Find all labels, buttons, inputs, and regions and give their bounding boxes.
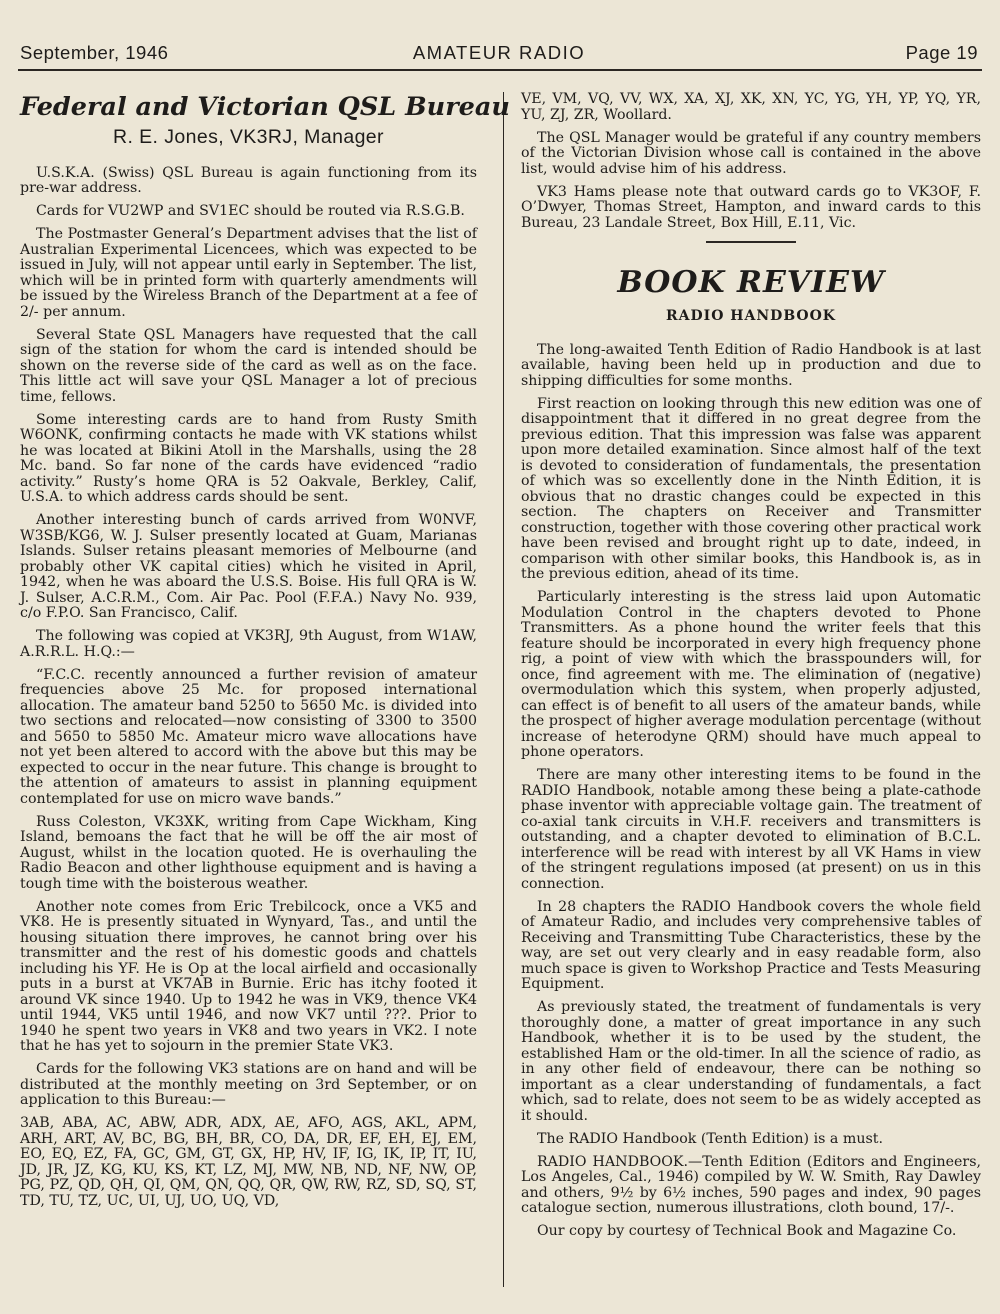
call-sign-list: 3AB, ABA, AC, ABW, ADR, ADX, AE, AFO, AGS, AKL, APM, ARH, ART, AV, BC, BG, BH, BR, CO, DA, DR, EF, EH, EJ, EM, EO, EQ, EZ, FA, GC, GM, GT, GX, HP, HV, IF, IG, IK, IP, IT, IU, JD, JR, JZ, KG, KU, KS, KT, LZ, MJ, MW, NB, ND, NF, NW, OP, PG, PZ, QD, QH, QI, QM, QN, QQ, QR, QW, RW, RZ, SD, SQ, ST, TD, TU, TZ, UC, UI, UJ, UO, UQ, VD, xyxy=(20,1115,477,1209)
header-page-number: Page 19 xyxy=(905,42,978,63)
left-column xyxy=(20,90,510,1217)
call-sign-list-continued: VE, VM, VQ, VV, WX, XA, XJ, XK, XN, YC, YG, YH, YP, YQ, YR, YU, ZJ, ZR, Woollard. xyxy=(521,91,981,123)
paragraph: VK3 Hams please note that outward cards go to VK3OF, F. O’Dwyer, Thomas Street, Hampton, and inward cards to this Bureau, 23 Landale Street, Box Hill, E.11, Vic. xyxy=(521,183,981,231)
section-divider xyxy=(706,241,796,243)
paragraph: RADIO HANDBOOK.—Tenth Edition (Editors and Engineers, Los Angeles, Cal., 1946) compiled by W. W. Smith, Ray Dawley and others, 9½ by 6½ inches, 590 pages and index, 90 pages catalogue section, numerous illustrations, cloth bound, 17/-. xyxy=(521,1153,981,1216)
paragraph: As previously stated, the treatment of fundamentals is very thoroughly done, a matter of great importance in any such Handbook, whether it is to be used by the student, the established Ham or the old-timer. In all the science of radio, as in any other field of endeavour, there can be nothing so important as a clear understanding of fundamentals, a fact which, sad to relate, does not seem to be as widely accepted as it should. xyxy=(521,999,981,1124)
paragraph: The following was copied at VK3RJ, 9th August, from W1AW, A.R.R.L. H.Q.:— xyxy=(20,628,477,660)
paragraph: Several State QSL Managers have requested that the call sign of the station for whom the card is intended should be shown on the reverse side of the card as well as on the face. This little act will save your QSL Manager a lot of precious time, fellows. xyxy=(20,326,477,405)
header-rule xyxy=(18,69,982,71)
paragraph: In 28 chapters the RADIO Handbook covers the whole field of Amateur Radio, and includes very comprehensive tables of Receiving and Transmitting Tube Characteristics, these by the way, are set out very clearly and in easy readable form, also much space is given to Workshop Practice and Tests Measuring Equipment. xyxy=(521,898,981,992)
paragraph: Particularly interesting is the stress laid upon Automatic Modulation Control in the chapters devoted to Phone Transmitters. As a phone hound the writer feels that this feature should be incorporated in every high frequency phone rig, a point of view with which the brasspounders will, for once, find agreement with me. The elimination of (negative) overmodulation which this system, when properly adjusted, can effect is of benefit to all users of the amateur bands, while the prospect of higher average modulation percentage (without increase of heterodyne QRM) should have much appeal to phone operators. xyxy=(521,589,981,760)
paragraph: The RADIO Handbook (Tenth Edition) is a must. xyxy=(537,1130,883,1147)
paragraph: First reaction on looking through this new edition was one of disappointment that it differed in no great degree from the previous edition. That this impression was false was apparent upon more detailed examination. Since almost half of the text is devoted to consideration of fundamentals, the presentation of which was so excellently done in the Ninth Edition, it is obvious that no drastic changes could be expected in this section. The chapters on Receiver and Transmitter construction, together with those covering other practical work have been revised and brought right up to date, indeed, in comparison with other similar books, this Handbook is, as in the previous edition, ahead of its time. xyxy=(521,395,981,582)
paragraph: The long-awaited Tenth Edition of Radio Handbook is at last available, having been held up in production and due to shipping difficulties for some months. xyxy=(521,341,981,389)
right-column xyxy=(521,92,981,1247)
page-header xyxy=(18,38,980,68)
article-title: Federal and Victorian QSL Bureau xyxy=(20,92,510,122)
paragraph: Some interesting cards are to hand from Rusty Smith W6ONK, confirming contacts he made with VK stations whilst he was located at Bikini Atoll in the Marshalls, using the 28 Mc. band. So far none of the cards have evidenced “radio activity.” Rusty’s home QRA is 52 Oakvale, Berkley, Calif, U.S.A. to which address cards should be sent. xyxy=(20,411,477,505)
paragraph: The QSL Manager would be grateful if any country members of the Victorian Division whose call is contained in the above list, would advise him of his address. xyxy=(521,129,981,177)
paragraph: Another interesting bunch of cards arrived from W0NVF, W3SB/KG6, W. J. Sulser presently located at Guam, Marianas Islands. Sulser retains pleasant memories of Melbourne (and probably other VK capital cities) which he visited in April, 1942, when he was aboard the U.S.S. Boise. His full QRA is W. J. Sulser, A.C.R.M., Com. Air Pac. Pool (F.F.A.) Navy No. 939, c/o F.P.O. San Francisco, Calif. xyxy=(20,512,477,621)
header-date: September, 1946 xyxy=(20,42,169,63)
review-title: BOOK REVIEW xyxy=(617,265,885,300)
article-byline: R. E. Jones, VK3RJ, Manager xyxy=(113,126,384,148)
paragraph: Another note comes from Eric Trebilcock, once a VK5 and VK8. He is presently situated in Wynyard, Tas., and until the housing situation there improves, he cannot bring over his transmitter and the rest of his domestic goods and chattels including his YF. He is Op at the local airfield and occasionally puts in a burst at VK7AB in Burnie. Eric has itchy footed it around VK since 1940. Up to 1942 he was in VK9, thence VK4 until 1944, VK5 until 1946, and now VK7 until ???. Prior to 1940 he spent two years in VK8 and two years in VK2. I note that he has yet to sojourn in the premier State VK3. xyxy=(20,898,477,1054)
paragraph: U.S.K.A. (Swiss) QSL Bureau is again functioning from its pre-war address. xyxy=(20,164,477,196)
paragraph: “F.C.C. recently announced a further revision of amateur frequencies above 25 Mc. for proposed international allocation. The amateur band 5250 to 5650 Mc. is divided into two sections and relocated—now consisting of 3300 to 3500 and 5650 to 5850 Mc. Amateur micro wave allocations have not yet been altered to accord with the above but this may be expected to occur in the near future. This change is brought to the attention of amateurs to assist in planning equipment contemplated for use on micro wave bands.” xyxy=(20,666,477,807)
paragraph: The Postmaster General’s Department advises that the list of Australian Experimental Licencees, which was expected to be issued in July, will not appear until early in September. The list, which will be in printed form with quarterly amendments will be issued by the Wireless Branch of the Department at a fee of 2/- per annum. xyxy=(20,226,477,320)
header-publication: AMATEUR RADIO xyxy=(412,42,586,63)
column-divider xyxy=(503,92,504,1287)
paragraph: Our copy by courtesy of Technical Book and Magazine Co. xyxy=(537,1223,957,1239)
review-subtitle: RADIO HANDBOOK xyxy=(666,308,836,324)
paragraph: Russ Coleston, VK3XK, writing from Cape Wickham, King Island, bemoans the fact that he will be off the air most of August, whilst in the location quoted. He is overhauling the Radio Beacon and other lighthouse equipment and is having a tough time with the boisterous weather. xyxy=(20,813,477,892)
paragraph: Cards for the following VK3 stations are on hand and will be distributed at the monthly meeting on 3rd September, or on application to this Bureau:— xyxy=(20,1061,477,1108)
paragraph: Cards for VU2WP and SV1EC should be routed via R.S.G.B. xyxy=(36,203,465,219)
paragraph: There are many other interesting items to be found in the RADIO Handbook, notable among these being a plate-cathode phase inventor with appreciable voltage gain. The treatment of co-axial tank circuits in V.H.F. receivers and transmitters is outstanding, and a chapter devoted to elimination of B.C.L. interference will be read with interest by all VK Hams in view of the stringent regulations imposed (at present) on us in this connection. xyxy=(521,767,981,892)
